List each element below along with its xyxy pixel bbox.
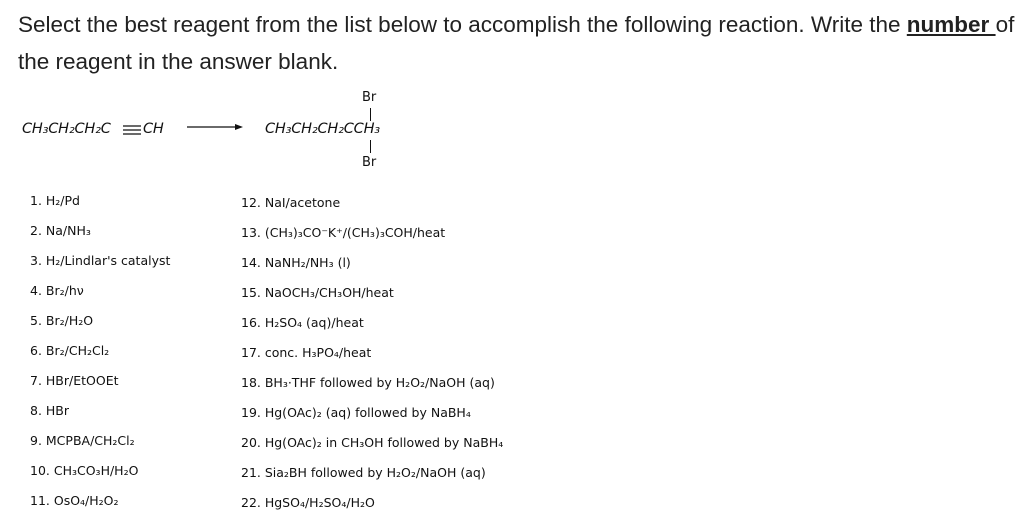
reagent-item: 12. NaI/acetone	[241, 195, 341, 210]
question-number-word: number	[906, 12, 996, 37]
reagent-item: 6. Br₂/CH₂Cl₂	[30, 343, 110, 358]
reagent-item: 10. CH₃CO₃H/H₂O	[30, 463, 139, 478]
product-formula: CH₃CH₂CH₂CCH₃	[265, 121, 380, 137]
reagent-item: 8. HBr	[30, 403, 70, 418]
reagent-item: 16. H₂SO₄ (aq)/heat	[241, 315, 364, 330]
reagent-item: 5. Br₂/H₂O	[30, 313, 94, 328]
product-br-bottom: Br	[362, 155, 377, 170]
question-text	[18, 6, 1018, 80]
product-br-top: Br	[362, 90, 377, 105]
reagent-item: 20. Hg(OAc)₂ in CH₃OH followed by NaBH₄	[241, 435, 504, 450]
reaction-arrow-icon	[185, 121, 245, 133]
reagent-item: 21. Sia₂BH followed by H₂O₂/NaOH (aq)	[241, 465, 486, 480]
reagent-item: 22. HgSO₄/H₂SO₄/H₂O	[241, 495, 375, 510]
reactant-prefix: CH₃CH₂CH₂C	[22, 121, 111, 137]
reagent-item: 1. H₂/Pd	[30, 193, 80, 208]
reagent-item: 14. NaNH₂/NH₃ (l)	[241, 255, 351, 270]
reagent-item: 2. Na/NH₃	[30, 223, 91, 238]
reagent-item: 15. NaOCH₃/CH₃OH/heat	[241, 285, 394, 300]
reagent-item: 19. Hg(OAc)₂ (aq) followed by NaBH₄	[241, 405, 471, 420]
reagent-item: 11. OsO₄/H₂O₂	[30, 493, 119, 508]
reagent-item: 7. HBr/EtOOEt	[30, 373, 119, 388]
bond-bottom	[370, 140, 371, 153]
reagent-item: 4. Br₂/hν	[30, 283, 84, 298]
reagent-item: 17. conc. H₃PO₄/heat	[241, 345, 372, 360]
reagent-item: 3. H₂/Lindlar's catalyst	[30, 253, 171, 268]
question-part2: of the reagent in the answer blank.	[18, 12, 1015, 74]
reagent-item: 18. BH₃·THF followed by H₂O₂/NaOH (aq)	[241, 375, 495, 390]
reactant-suffix: CH	[143, 121, 164, 137]
reagent-item: 9. MCPBA/CH₂Cl₂	[30, 433, 135, 448]
triple-bond-icon	[123, 125, 141, 135]
question-part1: Select the best reagent from the list below to accomplish the following reaction. Write the	[18, 12, 907, 37]
reagent-item: 13. (CH₃)₃CO⁻K⁺/(CH₃)₃COH/heat	[241, 225, 446, 240]
bond-top	[370, 108, 371, 121]
